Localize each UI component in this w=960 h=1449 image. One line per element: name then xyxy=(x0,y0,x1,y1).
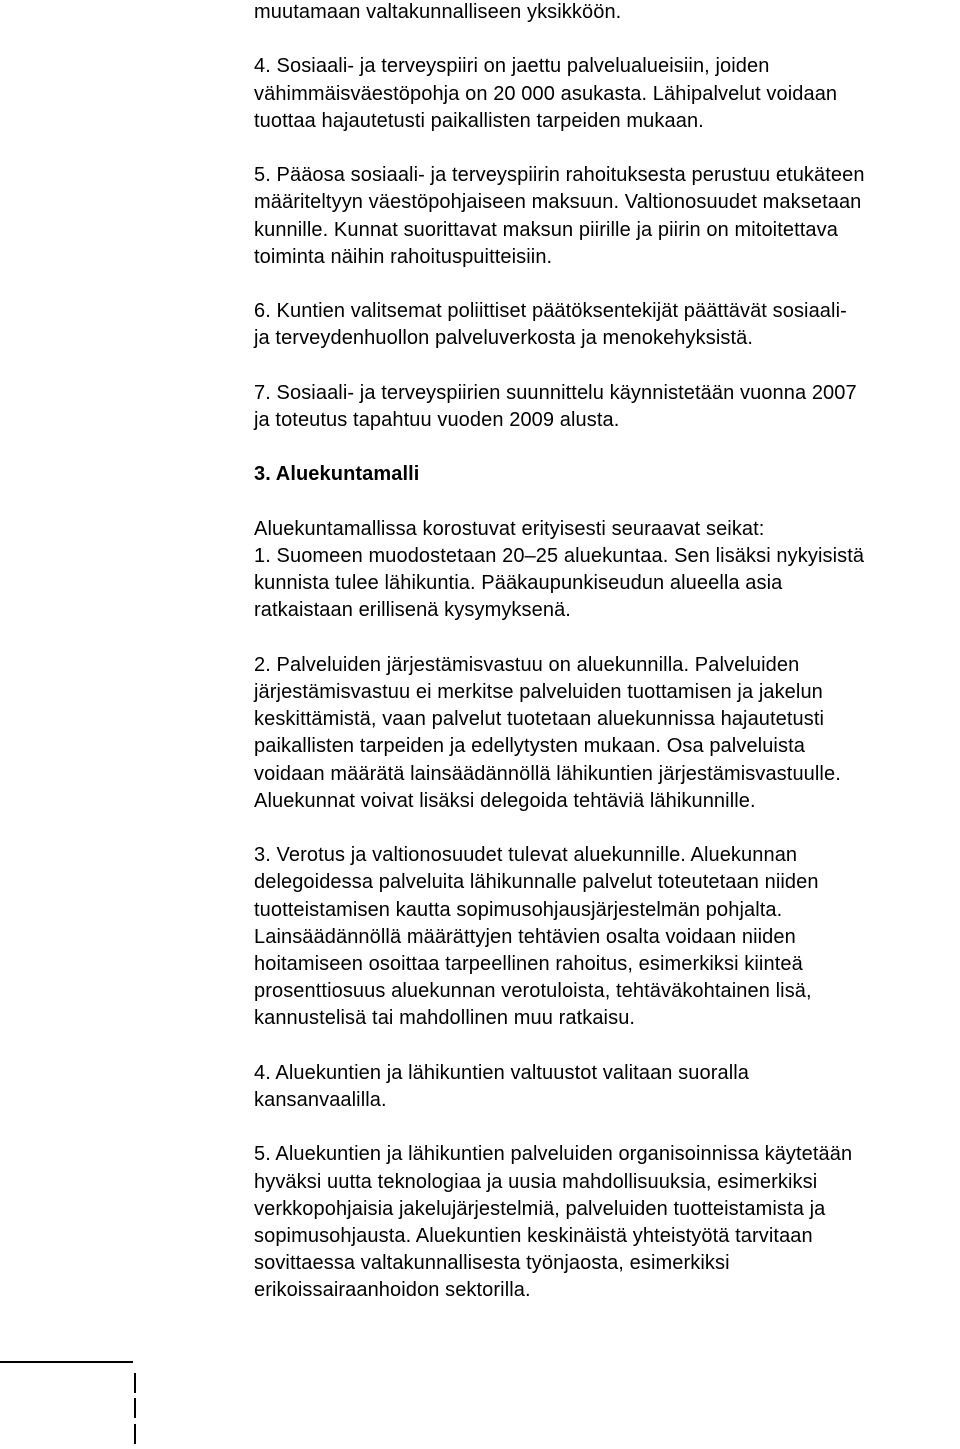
text-line: hyväksi uutta teknologiaa ja uusia mahdollisuuksia, esimerkiksi xyxy=(254,1170,818,1193)
section-heading xyxy=(254,461,954,488)
text-line: Aluekunnat voivat lisäksi delegoida tehtäviä lähikunnille. xyxy=(254,789,756,812)
change-bar xyxy=(134,1398,136,1418)
text-line: hoitamiseen osoittaa tarpeellinen rahoitus, esimerkiksi kiinteä xyxy=(254,952,803,975)
paragraph-item-4-service-areas xyxy=(254,53,954,135)
paragraph-item-7-schedule xyxy=(254,380,954,434)
text-line: delegoidessa palveluita lähikunnalle palvelut toteutetaan niiden xyxy=(254,871,819,894)
footnote-separator-rule xyxy=(0,1361,133,1363)
paragraph-item-5-technology xyxy=(254,1141,954,1304)
paragraph-item-2-responsibility xyxy=(254,652,954,815)
text-line: toiminta näihin rahoituspuitteisiin. xyxy=(254,245,553,268)
text-line: 6. Kuntien valitsemat poliittiset päätöksentekijät päättävät sosiaali- xyxy=(254,300,847,323)
text-line: ja toteutus tapahtuu vuoden 2009 alusta. xyxy=(254,408,620,431)
text-line: keskittämistä, vaan palvelut tuotetaan aluekunnissa hajautetusti xyxy=(254,708,825,731)
text-line: tuottaa hajautetusti paikallisten tarpeiden mukaan. xyxy=(254,109,704,132)
paragraph-intro-and-item-1 xyxy=(254,516,954,625)
change-bar xyxy=(134,1424,136,1444)
text-line: kannustelisä tai mahdollinen muu ratkaisu. xyxy=(254,1007,636,1030)
text-line: tuotteistamisen kautta sopimusohjausjärjestelmän pohjalta. xyxy=(254,898,783,921)
text-line: verkkopohjaisia jakelujärjestelmiä, palveluiden tuotteistamista ja xyxy=(254,1197,826,1220)
text-line: prosenttiosuus aluekunnan verotuloista, tehtäväkohtainen lisä, xyxy=(254,980,812,1003)
text-line: 5. Pääosa sosiaali- ja terveyspiirin rahoituksesta perustuu etukäteen xyxy=(254,164,865,187)
text-line: Aluekuntamallissa korostuvat erityisesti seuraavat seikat: xyxy=(254,517,765,540)
text-line: kansanvaalilla. xyxy=(254,1088,387,1111)
text-line: voidaan määrätä lainsäädännöllä lähikuntien järjestämisvastuulle. xyxy=(254,762,841,785)
text-line: 2. Palveluiden järjestämisvastuu on aluekunnilla. Palveluiden xyxy=(254,653,800,676)
paragraph-item-5-funding xyxy=(254,162,954,271)
heading-text: 3. Aluekuntamalli xyxy=(254,463,420,486)
text-line: järjestämisvastuu ei merkitse palveluiden tuottamisen ja jakelun xyxy=(254,680,823,703)
paragraph-item-3-taxation xyxy=(254,842,954,1032)
text-line: määriteltyyn väestöpohjaiseen maksuun. Valtionosuudet maksetaan xyxy=(254,191,862,214)
text-line: 5. Aluekuntien ja lähikuntien palveluiden organisoinnissa käytetään xyxy=(254,1143,853,1166)
text-line: ratkaistaan erillisenä kysymyksenä. xyxy=(254,599,571,622)
text-line: muutamaan valtakunnalliseen yksikköön. xyxy=(254,1,622,23)
text-line: sovittaessa valtakunnallisesta työnjaosta, esimerkiksi xyxy=(254,1252,730,1275)
text-line: 7. Sosiaali- ja terveyspiirien suunnittelu käynnistetään vuonna 2007 xyxy=(254,381,857,404)
paragraph-item-4-councils xyxy=(254,1060,954,1114)
text-line: paikallisten tarpeiden ja edellytysten mukaan. Osa palveluista xyxy=(254,735,805,758)
text-line: kunnista tulee lähikuntia. Pääkaupunkiseudun alueella asia xyxy=(254,572,783,595)
text-line: kunnille. Kunnat suorittavat maksun piirille ja piirin on mitoitettava xyxy=(254,218,838,241)
text-line: 4. Sosiaali- ja terveyspiiri on jaettu palvelualueisiin, joiden xyxy=(254,55,770,78)
text-line: erikoissairaanhoidon sektorilla. xyxy=(254,1279,531,1302)
text-line: 4. Aluekuntien ja lähikuntien valtuustot valitaan suoralla xyxy=(254,1061,750,1084)
document-body xyxy=(254,0,954,1305)
text-line: ja terveydenhuollon palveluverkosta ja menokehyksistä. xyxy=(254,327,754,350)
text-line: Lainsäädännöllä määrättyjen tehtävien osalta voidaan niiden xyxy=(254,925,796,948)
paragraph-item-6-decision-makers xyxy=(254,298,954,352)
text-line: sopimusohjausta. Aluekuntien keskinäistä yhteistyötä tarvitaan xyxy=(254,1224,813,1247)
text-line: 3. Verotus ja valtionosuudet tulevat aluekunnille. Aluekunnan xyxy=(254,844,798,867)
paragraph-continuation xyxy=(254,0,954,26)
text-line: 1. Suomeen muodostetaan 20–25 aluekuntaa. Sen lisäksi nykyisistä xyxy=(254,544,865,567)
text-line: vähimmäisväestöpohja on 20 000 asukasta. Lähipalvelut voidaan xyxy=(254,82,838,105)
change-bar xyxy=(134,1373,136,1393)
